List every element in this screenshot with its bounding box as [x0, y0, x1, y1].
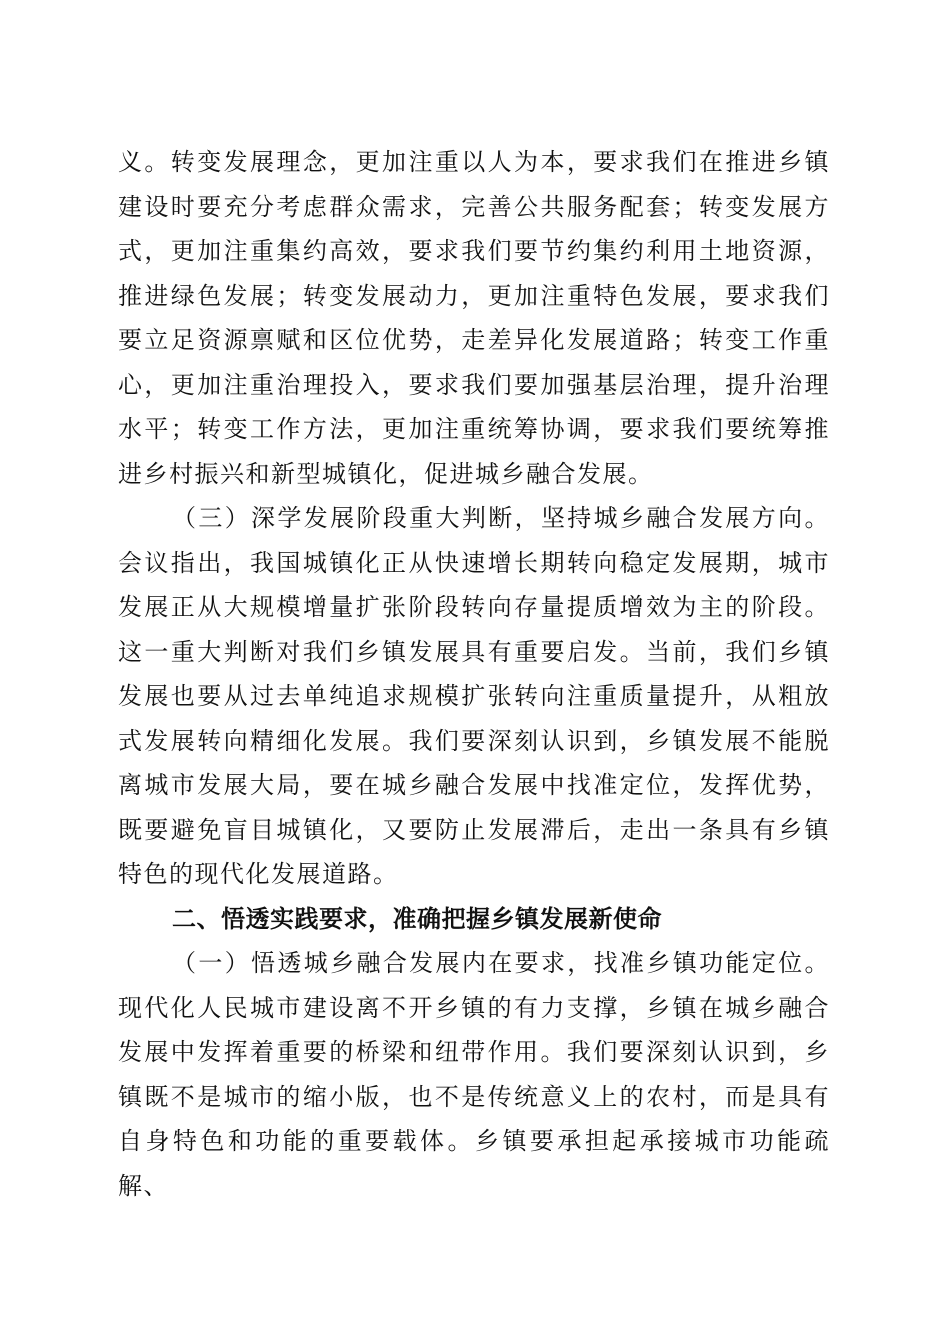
- paragraph-continuation: 义。转变发展理念，更加注重以人为本，要求我们在推进乡镇建设时要充分考虑群众需求，完善公共服务配套；转变发展方式，更加注重集约高效，要求我们要节约集约利用土地资源，推进绿色发展；转变发展动力，更加注重特色发展，要求我们要立足资源禀赋和区位优势，走差异化发展道路；转变工作重心，更加注重治理投入，要求我们要加强基层治理，提升治理水平；转变工作方法，更加注重统筹协调，要求我们要统筹推进乡村振兴和新型城镇化，促进城乡融合发展。: [118, 148, 830, 488]
- section-heading-two: 二、悟透实践要求，准确把握乡镇发展新使命: [172, 904, 662, 933]
- document-body: [118, 140, 830, 1208]
- paragraph-section-three: （三）深学发展阶段重大判断，坚持城乡融合发展方向。会议指出，我国城镇化正从快速增长期转向稳定发展期，城市发展正从大规模增量扩张阶段转向存量提质增效为主的阶段。这一重大判断对我们乡镇发展具有重要启发。当前，我们乡镇发展也要从过去单纯追求规模扩张转向注重质量提升，从粗放式发展转向精细化发展。我们要深刻认识到，乡镇发展不能脱离城市发展大局，要在城乡融合发展中找准定位，发挥优势，既要避免盲目城镇化，又要防止发展滞后，走出一条具有乡镇特色的现代化发展道路。: [118, 504, 830, 888]
- paragraph-subsection-one: （一）悟透城乡融合发展内在要求，找准乡镇功能定位。现代化人民城市建设离不开乡镇的有力支撑，乡镇在城乡融合发展中发挥着重要的桥梁和纽带作用。我们要深刻认识到，乡镇既不是城市的缩小版，也不是传统意义上的农村，而是具有自身特色和功能的重要载体。乡镇要承担起承接城市功能疏解、: [118, 949, 830, 1200]
